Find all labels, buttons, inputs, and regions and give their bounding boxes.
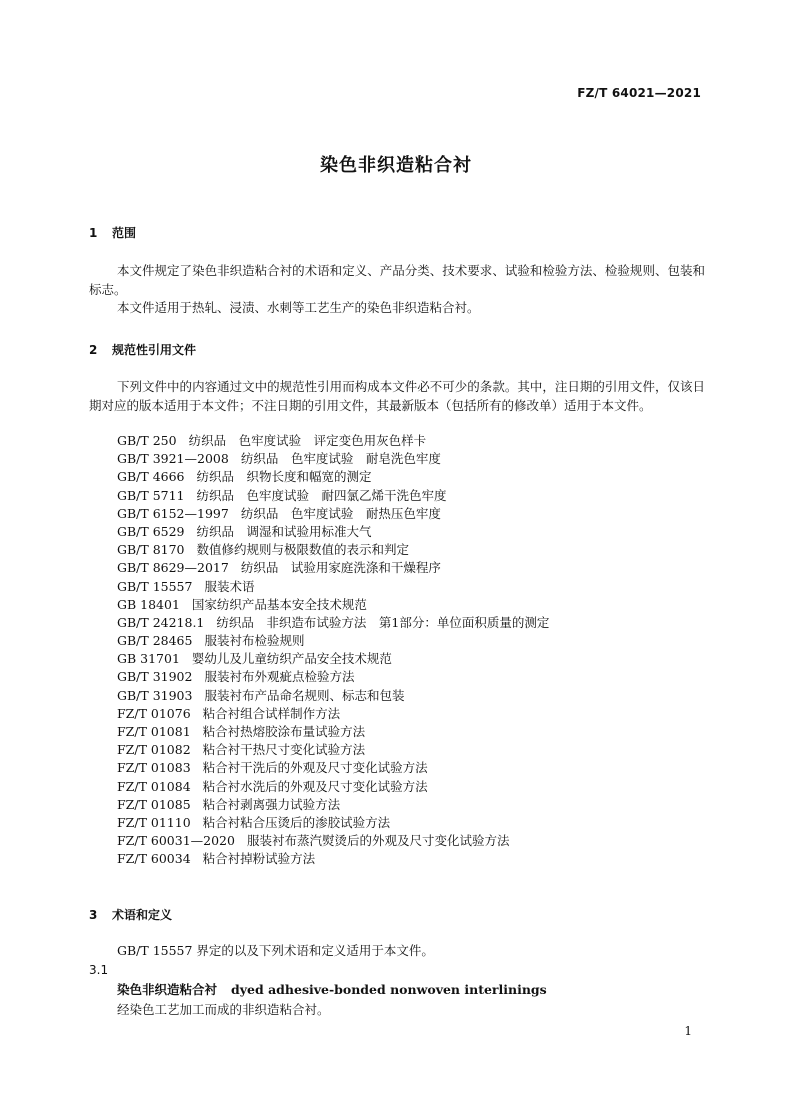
section-heading-normative — [89, 341, 196, 358]
scope-paragraph: 本文件规定了染色非织造粘合衬的术语和定义、产品分类、技术要求、试验和检验方法、检验规则、包装和标志。 — [89, 263, 705, 297]
reference-title: 粘合衬水洗后的外观及尺寸变化试验方法 — [202, 778, 428, 794]
list-item — [117, 668, 549, 686]
list-item — [117, 432, 549, 450]
reference-title: 纺织品 色牢度试验 耐热压色牢度 — [240, 505, 441, 521]
reference-code: GB 31701 — [117, 651, 180, 667]
reference-code: GB/T 31903 — [117, 687, 193, 703]
reference-code: GB/T 5711 — [117, 487, 185, 503]
terms-intro: GB/T 15557 界定的以及下列术语和定义适用于本文件。 — [117, 943, 434, 958]
list-item — [117, 468, 549, 486]
reference-title: 服装衬布检验规则 — [204, 633, 305, 649]
reference-title: 粘合衬掉粉试验方法 — [202, 851, 316, 867]
reference-title: 服装衬布蒸汽熨烫后的外观及尺寸变化试验方法 — [246, 833, 510, 849]
list-item — [117, 850, 549, 868]
page-number: 1 — [684, 1024, 692, 1038]
list-item — [117, 723, 549, 741]
reference-code: GB/T 6152—1997 — [117, 505, 229, 521]
list-item — [117, 450, 549, 468]
reference-title: 服装衬布外观疵点检验方法 — [204, 669, 355, 685]
reference-code: GB/T 250 — [117, 433, 177, 448]
reference-title: 服装术语 — [204, 578, 255, 594]
list-item — [117, 505, 549, 523]
list-item — [117, 778, 549, 796]
reference-code: FZ/T 01110 — [117, 814, 191, 830]
reference-title: 纺织品 织物长度和幅宽的测定 — [196, 469, 372, 485]
list-item — [117, 614, 549, 632]
reference-title: 纺织品 色牢度试验 评定变色用灰色样卡 — [188, 433, 427, 448]
list-item — [117, 796, 549, 814]
reference-title: 国家纺织产品基本安全技术规范 — [191, 596, 367, 612]
reference-title: 纺织品 色牢度试验 耐四氯乙烯干洗色牢度 — [196, 487, 447, 503]
list-item — [117, 559, 549, 577]
reference-title: 纺织品 试验用家庭洗涤和干燥程序 — [240, 560, 441, 576]
reference-title: 纺织品 非织造布试验方法 第1部分：单位面积质量的测定 — [216, 614, 550, 630]
list-item — [117, 759, 549, 777]
section-number: 2 — [89, 343, 98, 357]
term-definition: 经染色工艺加工而成的非织造粘合衬。 — [117, 1002, 330, 1017]
reference-code: GB 18401 — [117, 596, 180, 612]
reference-code: FZ/T 60031—2020 — [117, 833, 235, 849]
list-item — [117, 578, 549, 596]
list-item — [117, 832, 549, 850]
list-item — [117, 541, 549, 559]
reference-title: 婴幼儿及儿童纺织产品安全技术规范 — [191, 651, 392, 667]
reference-code: GB/T 15557 — [117, 578, 193, 594]
section-number: 3 — [89, 908, 98, 922]
reference-code: FZ/T 01085 — [117, 796, 191, 812]
reference-title: 粘合衬热熔胶涂布量试验方法 — [202, 724, 366, 739]
reference-code: FZ/T 01082 — [117, 742, 191, 758]
reference-code: GB/T 31902 — [117, 669, 193, 685]
list-item — [117, 650, 549, 668]
reference-title: 粘合衬干热尺寸变化试验方法 — [202, 742, 366, 758]
reference-code: FZ/T 01083 — [117, 760, 191, 776]
term-entry — [117, 980, 547, 998]
scope-paragraph: 本文件适用于热轧、浸渍、水刺等工艺生产的染色非织造粘合衬。 — [117, 300, 480, 315]
reference-title: 粘合衬剥离强力试验方法 — [202, 796, 341, 812]
section-title: 范围 — [112, 226, 137, 240]
term-english: dyed adhesive-bonded nonwoven interlinings — [231, 982, 547, 997]
reference-code: FZ/T 01081 — [117, 724, 191, 739]
reference-code: GB/T 4666 — [117, 469, 185, 485]
normative-intro: 下列文件中的内容通过文中的规范性引用而构成本文件必不可少的条款。其中，注日期的引用文件，仅该日期对应的版本适用于本文件；不注日期的引用文件，其最新版本（包括所有的修改单）适用于本文件。 — [89, 379, 705, 413]
list-item — [117, 596, 549, 614]
reference-title: 粘合衬组合试样制作方法 — [202, 705, 341, 721]
reference-code: GB/T 8170 — [117, 542, 185, 558]
document-code: FZ/T 64021—2021 — [577, 86, 701, 100]
list-item — [117, 487, 549, 505]
list-item — [117, 814, 549, 832]
section-heading-terms — [89, 906, 172, 923]
reference-title: 纺织品 色牢度试验 耐皂洗色牢度 — [240, 451, 441, 467]
reference-title: 粘合衬粘合压烫后的渗胶试验方法 — [202, 814, 391, 830]
reference-code: GB/T 28465 — [117, 633, 193, 649]
reference-code: FZ/T 01076 — [117, 705, 191, 721]
reference-code: FZ/T 60034 — [117, 851, 191, 867]
reference-list — [117, 432, 549, 869]
reference-title: 粘合衬干洗后的外观及尺寸变化试验方法 — [202, 760, 428, 776]
reference-code: GB/T 24218.1 — [117, 614, 205, 630]
list-item — [117, 523, 549, 541]
list-item — [117, 687, 549, 705]
reference-title: 数值修约规则与极限数值的表示和判定 — [196, 542, 410, 558]
section-heading-scope — [89, 224, 136, 241]
reference-code: GB/T 8629—2017 — [117, 560, 229, 576]
section-title: 规范性引用文件 — [112, 343, 197, 357]
term-number: 3.1 — [89, 963, 109, 977]
term-chinese: 染色非织造粘合衬 — [117, 982, 218, 997]
list-item — [117, 705, 549, 723]
section-title: 术语和定义 — [112, 908, 173, 922]
list-item — [117, 741, 549, 759]
reference-title: 服装衬布产品命名规则、标志和包装 — [204, 687, 405, 703]
page-title: 染色非织造粘合衬 — [320, 155, 472, 176]
reference-code: FZ/T 01084 — [117, 778, 191, 794]
section-number: 1 — [89, 226, 98, 240]
reference-code: GB/T 6529 — [117, 523, 185, 539]
reference-title: 纺织品 调湿和试验用标准大气 — [196, 523, 372, 539]
reference-code: GB/T 3921—2008 — [117, 451, 229, 467]
list-item — [117, 632, 549, 650]
